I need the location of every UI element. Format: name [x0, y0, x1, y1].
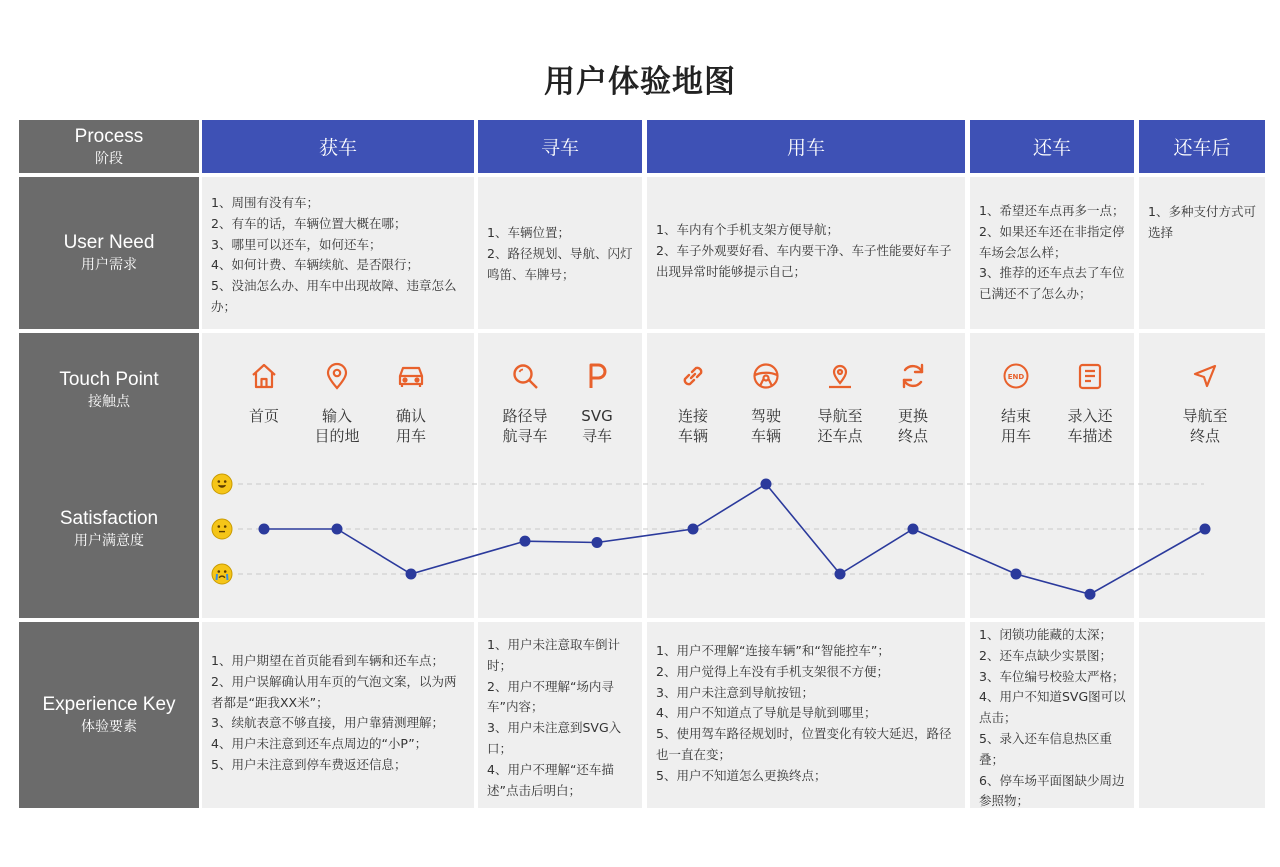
list-item: 1、闭锁功能藏的太深； — [979, 627, 1112, 642]
neutral-face-icon — [212, 519, 232, 539]
satisfaction-point — [761, 479, 772, 490]
stage-header-3: 用车 — [647, 120, 965, 173]
list-item: 2、用户不理解“场内寻车”内容； — [487, 678, 614, 715]
satisfaction-point — [835, 569, 846, 580]
list-item: 2、用户误解确认用车页的气泡文案，以为两者都是“距我XX米”； — [211, 673, 457, 710]
list-item: 1、车辆位置； — [487, 225, 570, 240]
list-item: 2、路径规划、导航、闪灯鸣笛、车牌号； — [487, 245, 633, 282]
row-label-satisfaction — [19, 507, 199, 551]
list-item: 1、用户期望在首页能看到车辆和还车点； — [211, 653, 444, 668]
row-label-cn: 体验要素 — [81, 719, 137, 735]
satisfaction-point — [1200, 524, 1211, 535]
row-label-cn: 用户满意度 — [74, 533, 144, 549]
stage-header-4: 还车 — [970, 120, 1134, 173]
list-item: 5、用户未注意到停车费返还信息； — [211, 756, 407, 772]
satisfaction-point — [908, 524, 919, 535]
touch-point-label: 导航至 终点 — [1182, 407, 1228, 445]
touch-point-label: 首页 — [248, 407, 279, 425]
row-label-user-need — [19, 177, 199, 329]
row-label-en: Experience Key — [42, 694, 176, 715]
list-item: 6、停车场平面图缺少周边参照物； — [979, 772, 1125, 809]
touch-point-label: SVG 寻车 — [581, 407, 613, 445]
list-item: 3、用户未注意到导航按钮； — [656, 684, 814, 700]
satisfaction-line — [264, 484, 1205, 594]
touch-point-label: 连接 车辆 — [677, 407, 708, 445]
grid-cell — [1139, 177, 1265, 329]
list-item: 3、用户未注意到SVG入口； — [487, 720, 622, 756]
user-need-text — [1139, 202, 1265, 244]
satisfaction-point — [1085, 589, 1096, 600]
row-label-en: Satisfaction — [59, 508, 159, 529]
row-label-en: Touch Point — [59, 369, 159, 390]
experience-key-text — [202, 651, 474, 776]
satisfaction-point — [1011, 569, 1022, 580]
user-need-text — [970, 201, 1134, 305]
list-item: 4、如何计费、车辆续航、是否限行； — [211, 257, 419, 273]
touch-point-label: 导航至 还车点 — [817, 407, 863, 445]
experience-key-text — [970, 625, 1134, 812]
touch-point-label: 结束 用车 — [1000, 407, 1031, 445]
list-item: 1、希望还车点再多一点； — [979, 203, 1125, 218]
list-item: 4、用户不知道SVG图可以点击； — [979, 689, 1126, 726]
list-item: 1、用户不理解“连接车辆”和“智能控车”； — [656, 643, 890, 658]
satisfaction-chart — [200, 333, 1266, 618]
list-item: 3、哪里可以还车，如何还车； — [211, 236, 382, 252]
row-label-cn: 接触点 — [88, 394, 130, 410]
touch-point-label: 更换 终点 — [897, 407, 928, 445]
row-label-cn: 用户需求 — [81, 257, 137, 273]
satisfaction-point — [520, 536, 531, 547]
stage-header-2: 寻车 — [478, 120, 642, 173]
row-label-en: Process — [74, 125, 144, 147]
list-item: 2、如果还车还在非指定停车场会怎么样； — [979, 223, 1125, 260]
list-item: 5、录入还车信息热区重叠； — [979, 730, 1112, 767]
list-item: 4、用户未注意到还车点周边的“小P”； — [211, 736, 428, 752]
stage-header-1: 获车 — [202, 120, 474, 173]
list-item: 3、续航表意不够直接，用户靠猜测理解； — [211, 715, 444, 731]
list-item: 1、用户未注意取车倒计时； — [487, 637, 620, 673]
grid-cell — [1139, 622, 1265, 808]
row-label-en: User Need — [63, 232, 155, 253]
touch-point-label: 录入还 车描述 — [1067, 407, 1113, 445]
stage-header-5: 还车后 — [1139, 120, 1265, 173]
list-item: 4、用户不知道点了导航是导航到哪里； — [656, 705, 877, 721]
list-item: 1、周围有没有车； — [211, 195, 319, 210]
list-item: 2、有车的话，车辆位置大概在哪； — [211, 215, 407, 231]
list-item: 1、车内有个手机支架方便导航； — [656, 222, 839, 237]
experience-key-text — [478, 635, 642, 801]
row-label-process — [19, 120, 199, 173]
row-label-experience-key — [19, 622, 199, 808]
satisfaction-point — [332, 524, 343, 535]
sad-face-icon — [212, 564, 232, 584]
touch-point-label: 驾驶 车辆 — [750, 407, 781, 445]
satisfaction-point — [592, 537, 603, 548]
list-item: 4、用户不理解“还车描述”点击后明白； — [487, 761, 614, 798]
touch-point-label: 输入 目的地 — [314, 407, 360, 445]
user-need-text — [478, 223, 642, 285]
list-item: 3、推荐的还车点去了车位已满还不了怎么办； — [979, 265, 1125, 302]
user-need-text — [202, 193, 474, 318]
list-item: 5、使用驾车路径规划时，位置变化有较大延迟，路径也一直在变； — [656, 726, 952, 762]
svg-text:END: END — [1007, 373, 1025, 381]
list-item: 5、没油怎么办、用车中出现故障、违章怎么办； — [211, 278, 457, 314]
satisfaction-point — [688, 524, 699, 535]
page-title: 用户体验地图 — [544, 64, 736, 100]
user-need-text — [647, 220, 965, 282]
list-item: 2、车子外观要好看、车内要干净、车子性能要好车子出现异常时能够提示自己； — [656, 242, 952, 279]
list-item: 1、多种支付方式可选择 — [1148, 204, 1256, 240]
list-item: 3、车位编号校验太严格； — [979, 668, 1125, 684]
row-label-touch-point — [19, 368, 199, 412]
touch-point-label: 路径导 航寻车 — [502, 407, 548, 445]
list-item: 2、用户觉得上车没有手机支架很不方便； — [656, 663, 889, 679]
touch-point-label: 确认 用车 — [395, 407, 426, 445]
happy-face-icon — [212, 474, 232, 494]
experience-key-text — [647, 641, 965, 787]
satisfaction-point — [406, 569, 417, 580]
list-item: 2、还车点缺少实景图； — [979, 647, 1112, 663]
row-label-cn: 阶段 — [95, 150, 123, 167]
list-item: 5、用户不知道怎么更换终点； — [656, 767, 827, 783]
satisfaction-point — [259, 524, 270, 535]
